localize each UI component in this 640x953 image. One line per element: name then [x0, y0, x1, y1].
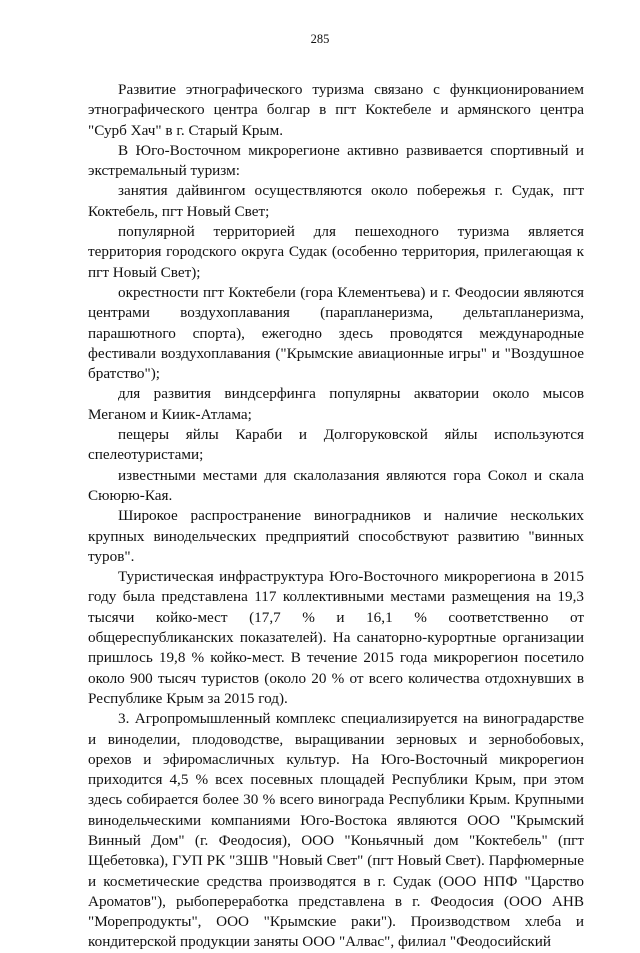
paragraph-climbing: известными местами для скалолазания являются гора Сокол и скала Сююрю-Кая. [88, 466, 584, 504]
document-body [88, 80, 584, 953]
paragraph-aeronautics: окрестности пгт Коктебели (гора Клементьева) и г. Феодосии являются центрами воздухоплавания (парапланеризма, дельтапланеризма, парашютного спорта), ежегодно здесь проводятся международные фестивали воздухоплавания ("Крымские авиационные игры" и "Воздушное братство"); [88, 283, 584, 383]
paragraph-wine-tours: Широкое распространение виноградников и наличие нескольких крупных винодельческих предприятий способствуют развитию "винных туров". [88, 507, 584, 565]
paragraph-tourist-infrastructure: Туристическая инфраструктура Юго-Восточного микрорегиона в 2015 году была представлена 117 коллективными местами размещения на 19,3 тысячи койко-мест (17,7 % и 16,1 % соответственно от общереспубликанских показателей). На санаторно-курортные организации пришлось 19,8 % койко-мест. В течение 2015 года микрорегион посетило около 900 тысяч туристов (около 20 % от всего количества отдохнувших в Республике Крым за 2015 год). [88, 568, 584, 707]
paragraph-diving: занятия дайвингом осуществляются около побережья г. Судак, пгт Коктебель, пгт Новый Свет; [88, 182, 584, 220]
page-number: 285 [310, 32, 330, 46]
paragraph-sport-tourism-intro: В Юго-Восточном микрорегионе активно развивается спортивный и экстремальный туризм: [88, 141, 584, 180]
paragraph-windsurfing: для развития виндсерфинга популярны акватории около мысов Меганом и Киик-Атлама; [88, 385, 584, 423]
paragraph-agro-industrial-complex: 3. Агропромышленный комплекс специализируется на виноградарстве и виноделии, плодоводстве, выращивании зерновых и зернобобовых, орехов и эфиромасличных культур. На Юго-Восточный микрорегион приходится 4,5 % всех посевных площадей Республики Крым, при этом здесь собирается более 30 % всего винограда Республики Крым. Крупными винодельческими компаниями Юго-Востока являются ООО "Крымский Винный Дом" (г. Феодосия), ООО "Коньячный дом "Коктебель" (пгт Щебетовка), ГУП РК "ЗШВ "Новый Свет" (пгт Новый Свет). Парфюмерные и косметические средства производятся в г. Судак (ООО НПФ "Царство Ароматов"), рыбопереработка представлена в г. Феодосия (ООО АНВ "Морепродукты", ООО "Крымские раки"). Производством хлеба и кондитерской продукции заняты ООО "Алвас", филиал "Феодосийский [88, 710, 584, 951]
paragraph-hiking: популярной территорией для пешеходного туризма является территория городского округа Судак (особенно территория, прилегающая к пгт Новый Свет); [88, 223, 584, 281]
paragraph-ethnographic-tourism: Развитие этнографического туризма связано с функционированием этнографического центра болгар в пгт Коктебеле и армянского центра "Сурб Хач" в г. Старый Крым. [88, 81, 584, 139]
paragraph-caves: пещеры яйлы Караби и Долгоруковской яйлы используются спелеотуристами; [88, 426, 584, 464]
